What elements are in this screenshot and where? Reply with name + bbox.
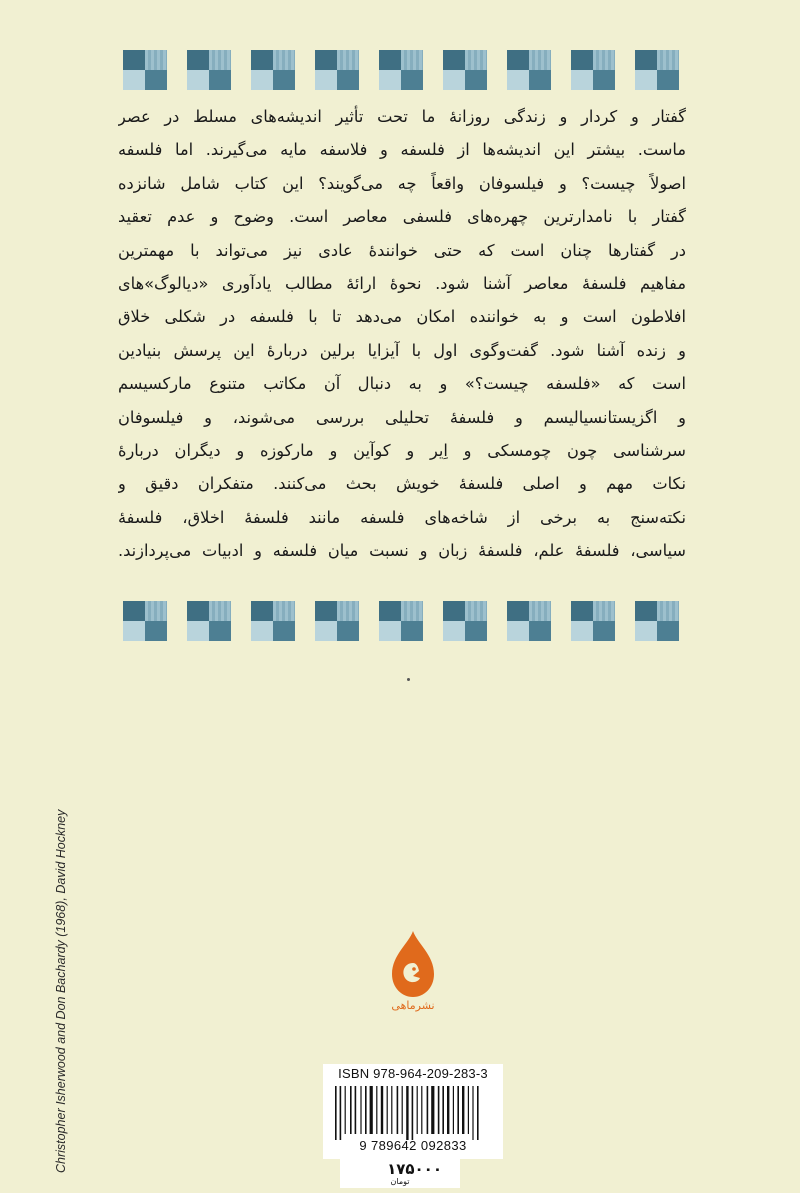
decorative-tile [251,601,295,641]
decorative-tile [187,601,231,641]
decorative-tile [507,50,551,90]
decorative-tile [315,50,359,90]
decorative-tile [443,50,487,90]
description-line: و اگزیستانسیالیسم و فلسفهٔ تحلیلی بررسی می‌شوند، و فیلسوفان [118,407,686,427]
decorative-tile [635,601,679,641]
decorative-tile [571,601,615,641]
description-line: نکات مهم و اصلی فلسفهٔ خویش بحث می‌کنند. متفکران دقیق و [118,474,686,494]
decorative-tile [379,50,423,90]
publisher-name: نشرماهی [391,999,435,1012]
description-line: افلاطون است و به خواننده امکان می‌دهد تا با فلسفه در شکلی خلاق [118,307,686,327]
decorative-tile [635,50,679,90]
price-currency: تومان [390,1177,410,1186]
decorative-tile [315,601,359,641]
publisher-logo [383,929,443,1039]
description-line: اصولاً چیست؟ و فیلسوفان واقعاً چه می‌گویند؟ این کتاب شامل شانزده [118,173,686,193]
back-cover-description [118,100,686,567]
description-line: گفتار و کردار و زندگی روزانهٔ ما تحت تأثیر اندیشه‌های مسلط در عصر [118,107,686,126]
decorative-tile [123,601,167,641]
description-line: ماست. بیشتر این اندیشه‌ها از فلسفه و فلاسفه مایه می‌گیرند. اما فلسفه [118,140,686,160]
cover-image-credit: Christopher Isherwood and Don Bachardy (1968), David Hockney [54,809,68,1173]
decorative-tile-row-top [123,50,679,90]
description-line: نکته‌سنج به برخی از شاخه‌های فلسفه مانند فلسفهٔ اخلاق، فلسفهٔ [118,507,686,527]
price-value: ۱۷۵۰۰۰ [387,1160,442,1178]
decorative-tile [507,601,551,641]
decorative-tile [123,50,167,90]
description-line: سیاسی، فلسفهٔ علم، فلسفهٔ زبان و نسبت میان فلسفه و ادبیات می‌پردازند. [118,541,686,561]
description-line: در گفتارها چنان است که حتی خوانندهٔ عادی نیز می‌تواند با مهمترین [118,240,686,260]
decorative-tile [443,601,487,641]
decorative-dot [407,678,410,681]
barcode-label [323,1064,503,1159]
publisher-fish-icon [383,929,443,999]
description-line: و زنده آشنا شود. گفت‌وگوی اول با آیزایا برلین دربارهٔ این پرسش بنیادین [118,340,686,360]
description-line: مفاهیم فلسفهٔ معاصر آشنا شود. نحوهٔ ارائهٔ مطالب یادآوری «دیالوگ»‌های [118,273,686,293]
price-sticker [340,1158,460,1188]
description-line: گفتار با نامدارترین چهره‌های فلسفی معاصر است. وضوح و عدم تعقید [118,207,686,227]
description-line: سرشناسی چون چومسکی و اِیر و کوآین و مارکوزه و دیگران دربارهٔ [118,440,686,460]
barcode-number: 9 789642 092833 [359,1138,467,1153]
decorative-tile [251,50,295,90]
barcode-icon [333,1086,497,1140]
description-line: است که «فلسفه چیست؟» و به دنبال آن مکاتب متنوع مارکسیسم [118,374,686,394]
decorative-tile-row-bottom [123,601,679,641]
decorative-tile [571,50,615,90]
isbn-text: ISBN 978-964-209-283-3 [338,1066,488,1081]
decorative-tile [379,601,423,641]
decorative-tile [187,50,231,90]
